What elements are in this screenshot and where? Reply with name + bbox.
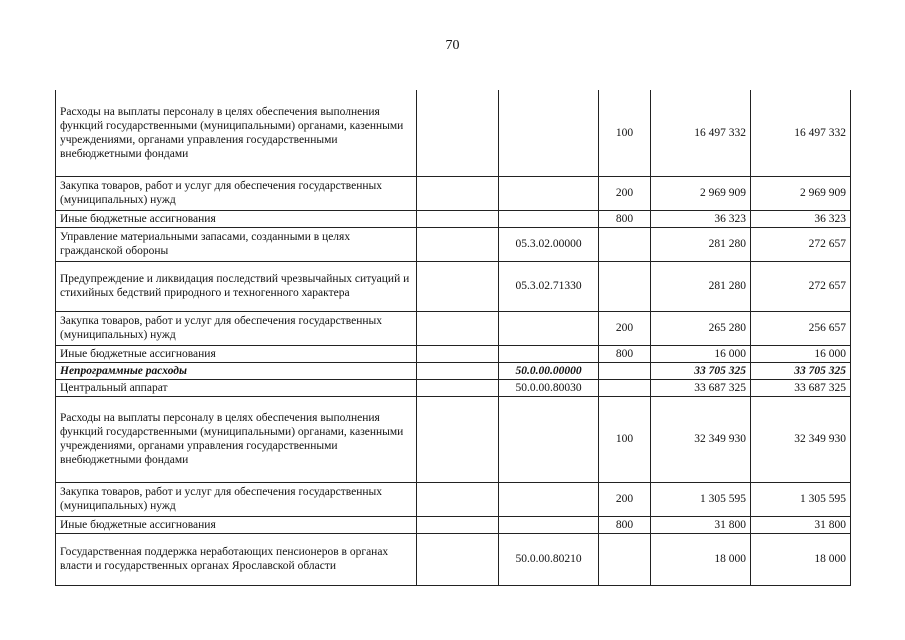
- table-row: [56, 311, 851, 345]
- row-name: Закупка товаров, работ и услуг для обеспечения государственных (муниципальных) нужд: [56, 311, 417, 345]
- row-name: Центральный аппарат: [56, 379, 417, 396]
- row-code: [499, 482, 599, 516]
- row-code: 50.0.00.00000: [499, 362, 599, 379]
- table-row: [56, 261, 851, 311]
- table-row: [56, 210, 851, 227]
- table-row: [56, 396, 851, 482]
- row-amount-2: 2 969 909: [751, 176, 851, 210]
- table-row: [56, 533, 851, 585]
- row-expense-type: [599, 261, 651, 311]
- row-expense-type: 200: [599, 311, 651, 345]
- row-expense-type: 200: [599, 482, 651, 516]
- row-code: [499, 90, 599, 176]
- row-amount-1: 281 280: [651, 261, 751, 311]
- row-amount-1: 281 280: [651, 227, 751, 261]
- row-empty-cell: [417, 482, 499, 516]
- budget-table: [55, 90, 851, 586]
- row-amount-1: 31 800: [651, 516, 751, 533]
- row-empty-cell: [417, 210, 499, 227]
- table-row: [56, 362, 851, 379]
- row-amount-2: 32 349 930: [751, 396, 851, 482]
- row-empty-cell: [417, 396, 499, 482]
- row-amount-2: 18 000: [751, 533, 851, 585]
- row-amount-2: 272 657: [751, 261, 851, 311]
- row-amount-2: 16 000: [751, 345, 851, 362]
- row-empty-cell: [417, 533, 499, 585]
- row-name: Иные бюджетные ассигнования: [56, 210, 417, 227]
- row-amount-2: 33 705 325: [751, 362, 851, 379]
- row-code: [499, 516, 599, 533]
- table-row: [56, 379, 851, 396]
- row-expense-type: 800: [599, 516, 651, 533]
- row-expense-type: 200: [599, 176, 651, 210]
- row-amount-1: 265 280: [651, 311, 751, 345]
- row-empty-cell: [417, 345, 499, 362]
- row-amount-2: 1 305 595: [751, 482, 851, 516]
- row-code: [499, 210, 599, 227]
- row-amount-2: 16 497 332: [751, 90, 851, 176]
- row-amount-1: 2 969 909: [651, 176, 751, 210]
- row-name: Предупреждение и ликвидация последствий чрезвычайных ситуаций и стихийных бедствий природного и техногенного характера: [56, 261, 417, 311]
- row-amount-2: 256 657: [751, 311, 851, 345]
- row-empty-cell: [417, 227, 499, 261]
- table-row: [56, 516, 851, 533]
- row-name: Закупка товаров, работ и услуг для обеспечения государственных (муниципальных) нужд: [56, 176, 417, 210]
- row-amount-1: 36 323: [651, 210, 751, 227]
- row-empty-cell: [417, 362, 499, 379]
- row-name: Расходы на выплаты персоналу в целях обеспечения выполнения функций государственными (муниципальными) органами, казенными учреждениями, органами управления государственными внебюджетными фондами: [56, 396, 417, 482]
- table-row: [56, 90, 851, 176]
- row-name: Непрограммные расходы: [56, 362, 417, 379]
- row-amount-2: 36 323: [751, 210, 851, 227]
- row-amount-1: 16 000: [651, 345, 751, 362]
- row-expense-type: [599, 379, 651, 396]
- row-name: Государственная поддержка неработающих пенсионеров в органах власти и государственных органах Ярославской области: [56, 533, 417, 585]
- row-amount-1: 32 349 930: [651, 396, 751, 482]
- row-name: Иные бюджетные ассигнования: [56, 345, 417, 362]
- row-expense-type: [599, 227, 651, 261]
- row-empty-cell: [417, 311, 499, 345]
- row-amount-1: 18 000: [651, 533, 751, 585]
- row-code: 50.0.00.80210: [499, 533, 599, 585]
- row-name: Расходы на выплаты персоналу в целях обеспечения выполнения функций государственными (муниципальными) органами, казенными учреждениями, органами управления государственными внебюджетными фондами: [56, 90, 417, 176]
- row-expense-type: 100: [599, 90, 651, 176]
- row-code: [499, 311, 599, 345]
- row-empty-cell: [417, 516, 499, 533]
- row-amount-2: 33 687 325: [751, 379, 851, 396]
- row-empty-cell: [417, 261, 499, 311]
- row-expense-type: 800: [599, 345, 651, 362]
- row-amount-1: 16 497 332: [651, 90, 751, 176]
- row-amount-1: 1 305 595: [651, 482, 751, 516]
- row-name: Иные бюджетные ассигнования: [56, 516, 417, 533]
- row-amount-2: 31 800: [751, 516, 851, 533]
- row-code: [499, 176, 599, 210]
- row-amount-2: 272 657: [751, 227, 851, 261]
- row-empty-cell: [417, 176, 499, 210]
- row-expense-type: [599, 362, 651, 379]
- row-expense-type: 100: [599, 396, 651, 482]
- row-code: 50.0.00.80030: [499, 379, 599, 396]
- row-name: Закупка товаров, работ и услуг для обеспечения государственных (муниципальных) нужд: [56, 482, 417, 516]
- row-code: [499, 345, 599, 362]
- row-amount-1: 33 687 325: [651, 379, 751, 396]
- table-row: [56, 345, 851, 362]
- row-code: [499, 396, 599, 482]
- row-empty-cell: [417, 90, 499, 176]
- row-code: 05.3.02.71330: [499, 261, 599, 311]
- table-row: [56, 482, 851, 516]
- row-name: Управление материальными запасами, созданными в целях гражданской обороны: [56, 227, 417, 261]
- page-number: 70: [445, 38, 460, 53]
- table-row: [56, 227, 851, 261]
- row-expense-type: 800: [599, 210, 651, 227]
- row-empty-cell: [417, 379, 499, 396]
- row-code: 05.3.02.00000: [499, 227, 599, 261]
- row-amount-1: 33 705 325: [651, 362, 751, 379]
- row-expense-type: [599, 533, 651, 585]
- table-row: [56, 176, 851, 210]
